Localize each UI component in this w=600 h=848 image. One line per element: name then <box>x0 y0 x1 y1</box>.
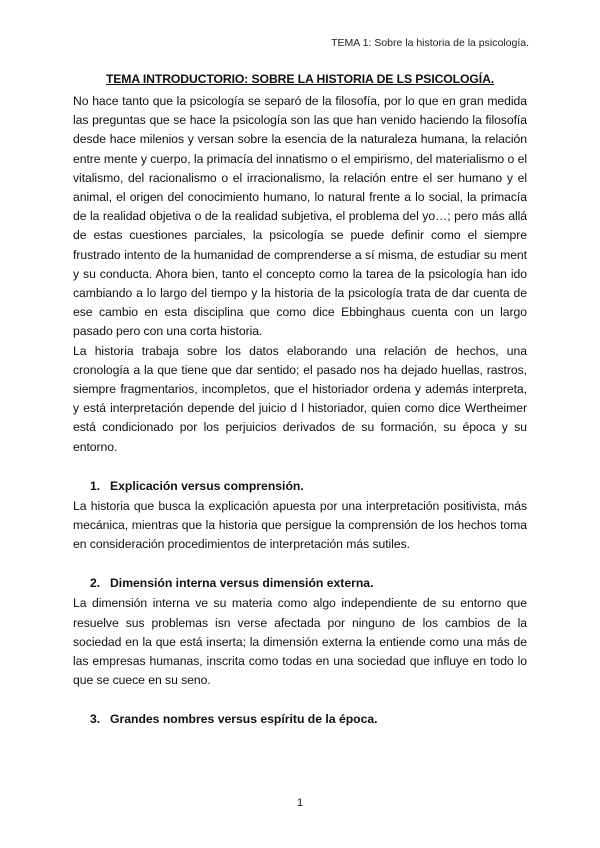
section-body-2: La dimensión interna ve su materia como algo independiente de su entorno que resuelve sus problemas isn verse afectada por ninguno de los cambios de la sociedad en la que está inserta; la dimensión externa la entiende como una más de las empresas humanas, inscrita como todas en una sociedad que influye en todo lo que se cuece en su seno. <box>73 596 527 688</box>
section-number: 1. <box>90 478 101 493</box>
section-title: Grandes nombres versus espíritu de la época. <box>110 712 378 727</box>
section-heading-3 <box>90 710 527 728</box>
document-title: TEMA INTRODUCTORIO: SOBRE LA HISTORIA DE LS PSICOLOGÍA. <box>105 72 495 86</box>
section-number: 3. <box>90 712 101 727</box>
section-heading-1 <box>90 477 527 495</box>
section-title: Explicación versus comprensión. <box>110 478 304 493</box>
page-number: 1 <box>296 797 304 809</box>
document-body <box>73 70 527 730</box>
section-heading-2 <box>90 574 527 592</box>
section-title: Dimensión interna versus dimensión externa. <box>110 576 374 591</box>
intro-paragraph: No hace tanto que la psicología se separó de la filosofía, por lo que en gran medida las preguntas que se hace la psicología son las que han venido haciendo la filosofía desde hace milenios y versan sobre la esencia de la naturaleza humana, la relación entre mente y cuerpo, la primacía del innatismo o el empirismo, del materialismo o el vitalismo, del racionalismo o el irracionalismo, la relación entre el ser humano y el animal, el origen del conocimiento humano, lo natural frente a lo social, la primacía de la realidad objetiva o de la realidad subjetiva, el problema del yo…; pero más allá de estas cuestiones parciales, la psicología se puede definir como el siempre frustrado intento de la humanidad de comprenderse a sí misma, de estudiar su ment y su conducta. Ahora bien, tanto el concepto como la tarea de la psicología han ido cambiando a lo largo del tiempo y la historia de la psicología trata de dar cuenta de ese cambio en esta disciplina que como dice Ebbinghaus cuenta con un largo pasado pero con una corta historia. <box>73 94 527 339</box>
section-body-1: La historia que busca la explicación apuesta por una interpretación positivista, más mecánica, mientras que la historia que persigue la comprensión de los hechos toma en consideración procedimientos de interpretación más sutiles. <box>73 498 527 552</box>
intro-paragraph: La historia trabaja sobre los datos elaborando una relación de hechos, una cronología a la que tiene que dar sentido; el pasado nos ha dejado huellas, rastros, siempre fragmentarios, incompletos, que el historiador ordena y además interpreta, y está interpretación depende del juicio d l historiador, quien como dice Wertheimer está condicionado por los perjuicios derivados de su formación, su época y su entorno. <box>73 343 527 454</box>
section-number: 2. <box>90 576 101 591</box>
running-header: TEMA 1: Sobre la historia de la psicología. <box>331 37 529 49</box>
